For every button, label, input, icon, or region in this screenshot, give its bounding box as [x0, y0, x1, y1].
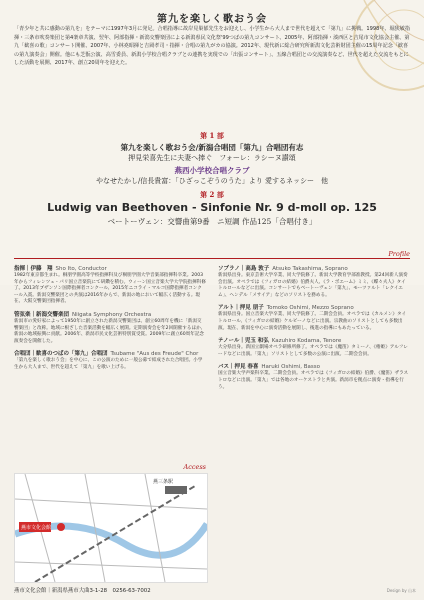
profile-heading [14, 349, 206, 357]
profile-en: Niigata Symphony Orchestra [72, 311, 152, 318]
profile-text: 新潟市の愛好家によって1950年に創立された新潟交響楽団は、創立60周年を機に「新潟交響楽団」と改称。地域に根ざした音楽活動を幅広く展開。定期演奏会を年2回開催するほか、新潟の地域振興に貢献。2006年、新潟市民文化芸術特別賞受賞。2009年に創立60周年記念演奏会を開催した。 [14, 318, 206, 344]
intro-text: 「青少年と共に感動の第九を」をテーマに1997年3月に発足。合唱指導に故岸見巣郁先生をお迎えし、小学生から大人まで世代を超えて「第九」に挑戦。1998年、堀狭敏指揮・三条市吹奏楽団と第4楽章共演、翌年、阿部指揮・新潟交響楽団による新潟県民文化祭'99つばの第九コンサート、2005年、阿部指揮・湊西区と吉尾市文化協会主催、第九「歓喜の歌」コンサート開催、2007年、小林堯昭揮と吉岡孝司・指揮・合唱の第九がカの協演。2012年、現代新に総合研究所新潟文化芸術財団主催の15周年記念「歓喜の第九演奏会」開催。他にも芝翫公演、高雪委員、新潟小学校合唱クラブとの連携を実現での「出張コンサート」、五線合唱団との交流演奏など、世代を超えた交流をもとにした活動を展開、2017年、創立20周年を迎えた。 [14, 26, 410, 66]
profile-heading [14, 310, 206, 318]
profile-label: Profile [388, 250, 410, 258]
design-credit: Design by 山本 [386, 588, 416, 593]
profile-text: 新潟県出身。東京芸術大学卒業、同大学院修了。新潟大学教育学部准教授。第24回新人演奏会出演。オペラでは《フィガロの結婚》伯爵夫人、《ラ・ボエーム》ミミ、《蝶々夫人》タイトルロールなどに出演。コンサートでもベートーヴェン「第九」、モーツァルト「レクイエム」、ヘンデル「メサイア」などのソリストを務める。 [218, 273, 408, 298]
profile-heading [218, 362, 410, 370]
profile-text: 1982年東京都生まれ。桐朋学園高等学校指揮科及び桐朋学園大学音楽部指揮科卒業。2003年からフィレンツェ・パリ国立音楽院にて研鑽を積む。ウィーン国立音楽大学大学院指揮科修了。2013年ブザンソン国際指揮者コンクール、2015年ニコライ・マルコ国際指揮者コンクール入賞。新潟交響楽団との共演は2016年からで、新潟の地において幅広く活動する。現在、大阪交響楽団指揮者。 [14, 273, 206, 305]
part1-line4: やなせたかし/信長貴富：「ひざっこぞうのうた」より 愛するネッシー 他 [95, 177, 329, 185]
profile-block [218, 336, 410, 358]
profile-text: 大分県出身。新国立劇場オペラ研修所修了。オペラでは《魔笛》タミーノ、《椿姫》アルフレードなどに出演。「第九」ソリストとして多数の公演に出演。二期会会員。 [218, 345, 408, 357]
profile-heading [14, 264, 206, 272]
profile-en: Haruki Oshimi, Basso [261, 364, 320, 371]
profile-block [14, 310, 206, 345]
part2-subtitle: ベートーヴェン：交響曲第9番 ニ短調 作品125「合唱付き」 [107, 217, 317, 226]
profile-block [14, 349, 206, 371]
part1-line3: 燕西小学校合唱クラブ [174, 166, 250, 175]
profile-heading [218, 336, 410, 344]
page-title: 第九を楽しく歌おう会 [157, 14, 267, 25]
footer-address: 燕市文化会館｜新潟県燕市大曲3-1-28 0256-63-7002 [14, 588, 151, 594]
profile-block [218, 264, 410, 299]
venue-label: 燕市文化会館 [21, 525, 52, 531]
profile-en: Sho Ito, Conductor [55, 266, 107, 272]
access-label: Access [183, 463, 206, 471]
profile-name: アルト｜押見 朋子 [218, 305, 264, 312]
station-label: 燕三条駅 [153, 479, 174, 485]
profile-name: 指揮｜伊藤 翔 [14, 266, 53, 272]
profile-name: バス｜押見 春喜 [218, 364, 259, 371]
profile-text: 新潟県出身。国立音楽大学卒業、同大学院修了。二期会会員。オペラでは《カルメン》タイトルロール、《フィガロの結婚》ケルビーノなどに出演。宗教曲のソリストとしても多数出演。現在、新潟を中心に演奏活動を展開し、後進の指導にもあたっている。 [218, 312, 407, 331]
divider [14, 258, 410, 259]
profile-name: テノール｜児玉 和弘 [218, 338, 269, 345]
profile-en: Atsuko Takashima, Soprano [272, 266, 348, 272]
part2-title: Ludwig van Beethoven - Sinfonie Nr. 9 d-moll op. 125 [47, 201, 377, 214]
profile-block [218, 362, 410, 391]
access-map[interactable] [14, 473, 208, 583]
profiles-left [14, 264, 206, 376]
profile-text: 「第九を楽しく歌おう会」を中心に、この公演のために一般公募で結成された合唱団。小学生から大人まで、世代を超えて「第九」を歌い上げる。 [14, 358, 203, 370]
part1-line2: 押見栄喜先生に夫妻へ捧ぐ フォーレ：ラシーヌ讃頌 [128, 154, 296, 162]
venue-pin-icon [57, 523, 65, 531]
profiles-right [218, 264, 410, 395]
profile-en: Kazuhiro Kodama, Tenore [271, 338, 342, 345]
profile-text: 国立音楽大学声楽科卒業。二期会会員。オペラでは《フィガロの結婚》伯爵、《魔笛》ザラストロなどに出演。「第九」では各地のオーケストラと共演。新潟市を拠点に演奏・指導を行う。 [218, 371, 409, 390]
profile-name: ソプラノ｜高島 敦子 [218, 266, 270, 272]
profile-en: Tsubame "Aus des Freude" Chor [110, 351, 199, 358]
profile-heading [218, 264, 410, 272]
profile-name: 管弦楽｜新潟交響楽団 [14, 311, 70, 318]
part1-line1: 第九を楽しく歌おう会/新潟合唱団「第九」合唱団有志 [120, 143, 304, 152]
header-area [0, 0, 424, 285]
part2-label: 第 2 部 [200, 190, 224, 199]
station-icon [165, 486, 187, 494]
profile-heading [218, 303, 410, 311]
part1-label: 第 1 部 [200, 131, 224, 140]
profile-name: 合唱団｜歓喜のつばの「第九」合唱団 [14, 351, 108, 358]
access-section [14, 463, 206, 587]
profile-en: Tomoko Oshimi, Mezzo Soprano [266, 305, 354, 312]
profile-block [14, 264, 206, 306]
profile-block [218, 303, 410, 332]
